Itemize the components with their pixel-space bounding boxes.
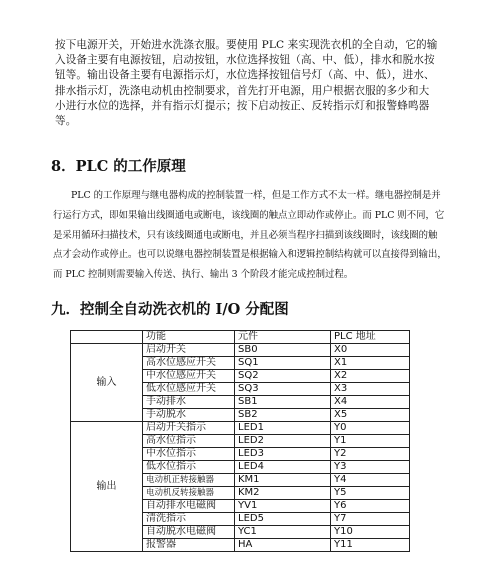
cell-component: KM1 xyxy=(235,474,331,487)
cell-function: 自动排水电磁阀 xyxy=(143,500,235,513)
cell-component: SB2 xyxy=(235,409,331,422)
cell-address: X2 xyxy=(331,370,410,383)
section-8-heading: 8．PLC 的工作原理 xyxy=(51,158,186,175)
table-header-row xyxy=(71,331,410,344)
cell-function: 启动开关指示 xyxy=(143,422,235,435)
section-8-line: 行运行方式，即如果输出线圈通电或断电，该线圈的触点立即动作或停止。而 PLC 则不同，它 xyxy=(53,209,445,221)
intro-paragraph xyxy=(55,38,447,129)
cell-component: SB0 xyxy=(235,344,331,357)
cell-function: 中水位感应开关 xyxy=(143,370,235,383)
intro-line: 小进行水位的选择，并有指示灯提示；按下启动按正、反转指示灯和报警蜂鸣器 xyxy=(55,99,430,112)
cell-component: LED3 xyxy=(235,448,331,461)
intro-line: 按下电源开关，开始进水洗涤衣服。要使用 PLC 来实现洗衣机的全自动，它的输 xyxy=(55,39,438,51)
cell-address: X3 xyxy=(331,383,410,396)
section-8-line: 点才会动作或停止。也可以说继电器控制装置是根据输入和逻辑控制结构就可以直接得到输出， xyxy=(53,249,447,261)
cell-component: LED5 xyxy=(235,513,331,526)
cell-component: LED2 xyxy=(235,435,331,448)
cell-address: Y0 xyxy=(331,422,410,435)
cell-component: SQ2 xyxy=(235,370,331,383)
section-8-paragraph xyxy=(53,186,473,285)
cell-function: 电动机正转接触器 xyxy=(143,474,235,487)
cell-address: Y5 xyxy=(331,487,410,500)
cell-component: YV1 xyxy=(235,500,331,513)
table-row xyxy=(71,344,410,357)
cell-address: Y4 xyxy=(331,474,410,487)
cell-function: 低水位感应开关 xyxy=(143,383,235,396)
group-label-input: 输入 xyxy=(71,344,143,422)
cell-component: SQ3 xyxy=(235,383,331,396)
cell-function: 启动开关 xyxy=(143,344,235,357)
cell-address: Y3 xyxy=(331,461,410,474)
section-8-line: 是采用循环扫描技术，只有该线圈通电或断电，并且必须当程序扫描到该线圈时，该线圈的触 xyxy=(53,229,438,241)
cell-function: 手动排水 xyxy=(143,396,235,409)
io-assignment-table xyxy=(70,330,410,552)
cell-address: Y1 xyxy=(331,435,410,448)
intro-line: 钮等。输出设备主要有电源指示灯，水位选择按钮信号灯（高、中、低），进水、 xyxy=(55,69,435,82)
cell-address: X1 xyxy=(331,357,410,370)
cell-address: Y7 xyxy=(331,513,410,526)
header-plc-address: PLC 地址 xyxy=(331,331,410,344)
intro-line: 等。 xyxy=(55,115,77,128)
cell-function: 高水位指示 xyxy=(143,435,235,448)
cell-component: SB1 xyxy=(235,396,331,409)
table-row xyxy=(71,422,410,435)
cell-function: 清洗指示 xyxy=(143,513,235,526)
header-component: 元件 xyxy=(235,331,331,344)
cell-function: 报警器 xyxy=(143,539,235,552)
intro-line: 入设备主要有电源按钮，启动按钮，水位选择按钮（高、中、低），排水和脱水按 xyxy=(55,54,435,67)
header-function: 功能 xyxy=(143,331,235,344)
cell-address: X0 xyxy=(331,344,410,357)
section-8-line: 而 PLC 控制则需要输入传送、执行、输出 3 个阶段才能完成控制过程。 xyxy=(53,269,354,281)
cell-function: 中水位指示 xyxy=(143,448,235,461)
cell-component: LED4 xyxy=(235,461,331,474)
cell-function: 低水位指示 xyxy=(143,461,235,474)
cell-address: Y6 xyxy=(331,500,410,513)
cell-address: Y11 xyxy=(331,539,410,552)
cell-function: 自动脱水电磁阀 xyxy=(143,526,235,539)
cell-function: 手动脱水 xyxy=(143,409,235,422)
cell-component: HA xyxy=(235,539,331,552)
cell-address: Y2 xyxy=(331,448,410,461)
cell-component: SQ1 xyxy=(235,357,331,370)
cell-component: KM2 xyxy=(235,487,331,500)
group-label-output: 输出 xyxy=(71,422,143,552)
cell-address: Y10 xyxy=(331,526,410,539)
cell-function: 高水位感应开关 xyxy=(143,357,235,370)
cell-component: YC1 xyxy=(235,526,331,539)
cell-address: X5 xyxy=(331,409,410,422)
table-corner-cell xyxy=(71,331,143,344)
section-8-line: PLC 的工作原理与继电器构成的控制装置一样，但是工作方式不太一样。继电器控制是并 xyxy=(71,190,441,201)
intro-line: 排水指示灯，洗涤电动机由控制要求，首先打开电源，用户根据衣服的多少和大 xyxy=(55,84,430,97)
cell-function: 电动机反转接触器 xyxy=(143,487,235,500)
cell-address: X4 xyxy=(331,396,410,409)
section-9-heading: 九．控制全自动洗衣机的 I/O 分配图 xyxy=(51,301,289,318)
cell-component: LED1 xyxy=(235,422,331,435)
